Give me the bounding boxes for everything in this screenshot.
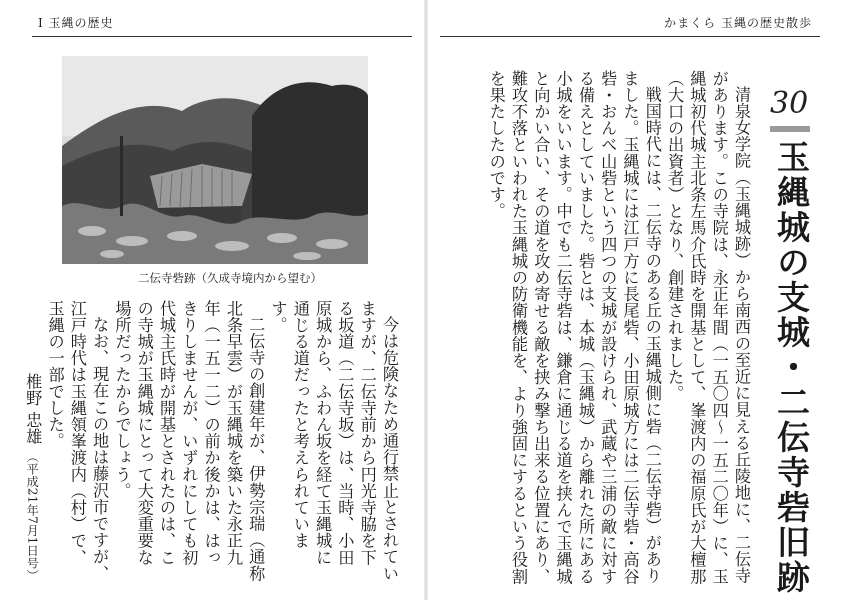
byline bbox=[21, 306, 43, 582]
page-gutter bbox=[424, 0, 428, 600]
paragraph: 今は危険なため通行禁止とされていますが、二伝寺前から円光寺脇を下る坂道（二伝寺坂）は、当時、小田原城から、ふわん坂を経て玉縄城に通じる道だったと考えられています。 bbox=[268, 300, 399, 582]
article-title: 玉縄城の支城・二伝寺砦旧跡 bbox=[772, 140, 811, 595]
publication-date: （平成21年7月1日号） bbox=[25, 450, 40, 582]
paragraph: 戦国時代には、二伝寺のある丘の玉縄城側に砦（二伝寺砦）がありました。玉縄城には江戸方に長尾砦、小田原城方には二伝寺砦・高谷砦・おんべ山砦という四つの支城が設けられ、武蔵や三浦の敵に対する備えとしていました。砦とは、本城（玉縄城）から離れた所にある小城をいいます。中でも二伝寺砦は、鎌倉に通じる道を挟んで玉縄城と向かい合い、その道を攻め寄せる敵を挟み撃ち出来る位置にあり、難攻不落といわれた玉縄城の防衛機能を、より強固にするという役割を果たしたのです。 bbox=[486, 70, 662, 585]
paragraph: なお、現在この地は藤沢市ですが、江戸時代は玉縄領峯渡内（村）で、玉縄の一部でした。 bbox=[45, 300, 110, 582]
title-bar bbox=[770, 126, 810, 132]
article-body-left bbox=[23, 300, 400, 582]
header-rule-left bbox=[32, 36, 412, 37]
paragraph: 清泉女学院（玉縄城跡）から南西の至近に見える丘陵地に、二伝寺があります。この寺院は、永正年間（一五〇四〜一五二〇年）に、玉縄城初代城主北条左馬介氏時を開基として、峯渡内の福原氏が大檀那（大口の出資者）となり、創建されました。 bbox=[665, 70, 751, 585]
header-rule-right bbox=[440, 36, 820, 37]
temple-photo bbox=[62, 56, 368, 264]
page-header-left: Ⅰ 玉縄の歴史 bbox=[38, 16, 114, 30]
page-header-right: かまくら 玉縄の歴史散歩 bbox=[664, 16, 812, 30]
author-name: 椎野 忠雄 bbox=[23, 373, 43, 446]
paragraph: 二伝寺の創建年が、伊勢宗瑞（通称北条早雲）が玉縄城を築いた永正九年（一五一二）の前か後かは、はっきりしませんが、いずれにしても初代城主氏時が開基とされたのは、この寺城が玉縄城にとって大変重要な場所だったからでしょう。 bbox=[112, 300, 266, 582]
photo-caption: 二伝寺砦跡（久成寺境内から望む） bbox=[138, 271, 322, 285]
article-number: 30 bbox=[770, 86, 809, 121]
article-body-right bbox=[462, 70, 752, 590]
